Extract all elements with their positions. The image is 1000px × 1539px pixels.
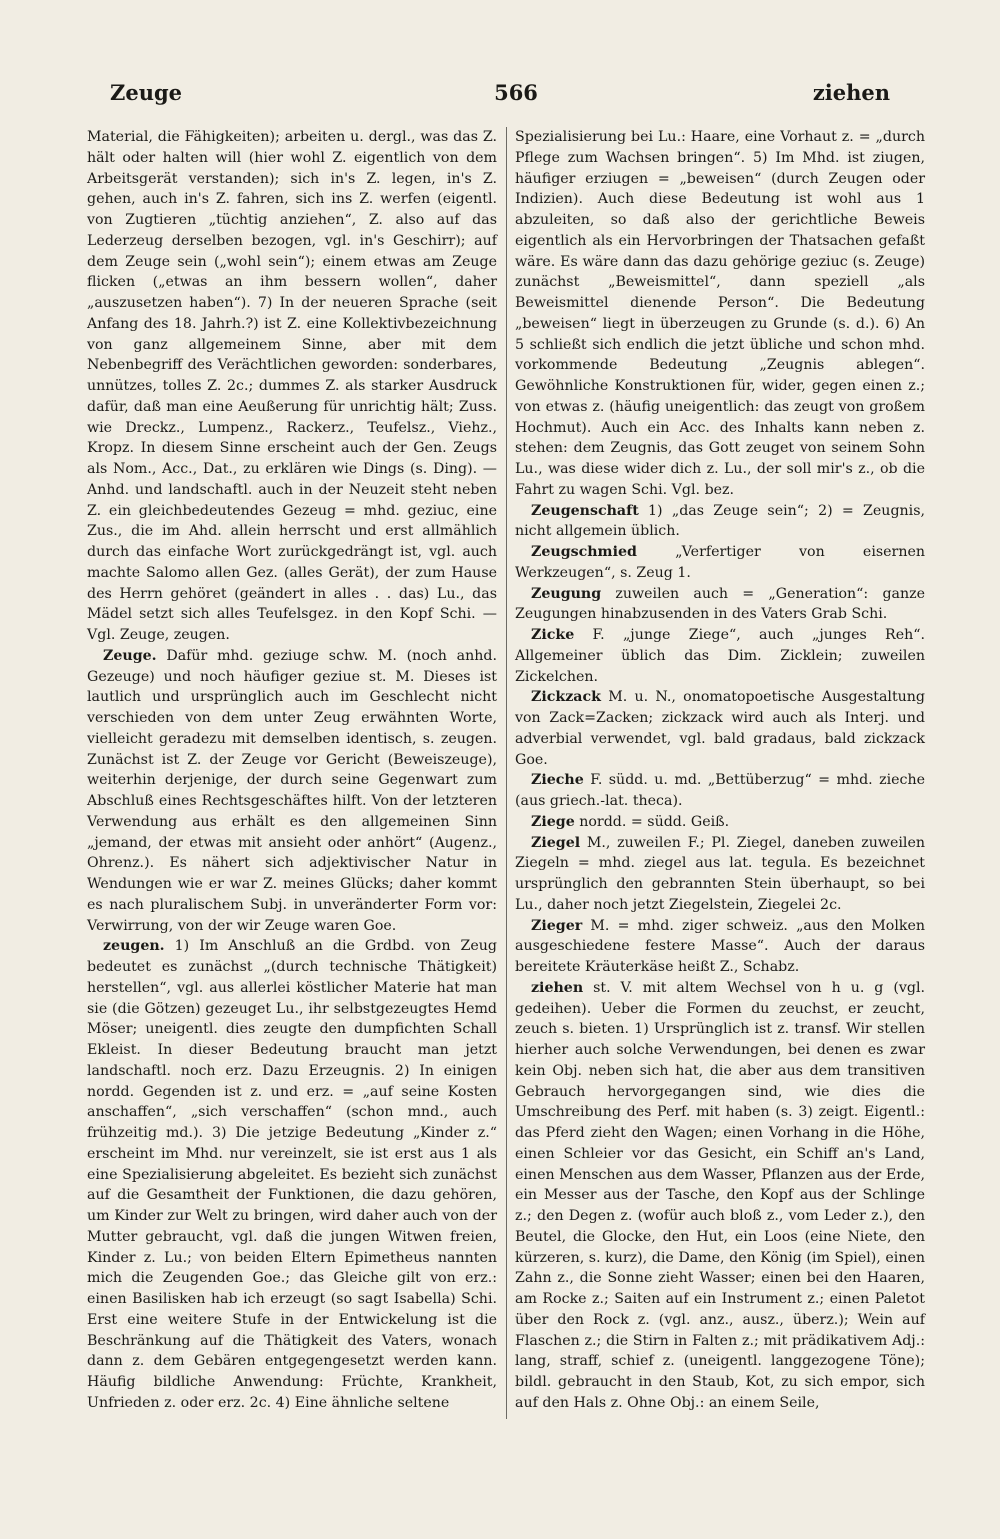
entry-headword: Zeuge.	[103, 647, 157, 664]
entry-ziehen	[515, 978, 925, 1414]
entry-headword: Zeugenschaft	[531, 502, 639, 519]
entry-text: nordd. = südd. Geiß.	[579, 813, 730, 830]
entry-headword: Ziege	[531, 813, 575, 830]
header-right-catchword: ziehen	[812, 80, 890, 105]
entry-headword: Zicke	[531, 627, 575, 643]
entry-zeugen	[87, 936, 497, 1413]
entry-zicke	[515, 625, 925, 687]
column-divider	[506, 127, 507, 1419]
entry-text: Dafür mhd. geziuge schw. M. (noch anhd. Gezeuge) und noch häufiger geziue st. M. Dieses ist lautlich und ursprünglich auch im Geschlecht nicht verschieden von dem unter Zeug erwähnten Worte, vielleicht geradezu mit demselben identisch, s. zeugen. Zunächst ist Z. der Zeuge vor Gericht (Beweiszeuge), weiterhin derjenige, der durch seine Gegenwart zum Abschluß eines Rechtsgeschäftes hilft. Von der letzteren Verwendung aus erhält es den allgemeinen Sinn „jemand, der etwas mit ansieht oder anhört“ (Augenz., Ohrenz.). Es nähert sich adjektivischer Natur in Wendungen wie er war Z. meines Glücks; daher kommt es nach pluralischem Subj. in unveränderter Form vor: Verwirrung, von der wir Zeuge waren Goe.	[87, 647, 497, 934]
entry-text: Spezialisierung bei Lu.: Haare, eine Vorhaut z. = „durch Pflege zum Wachsen bringen“. 5) Im Mhd. ist ziugen, häufiger erziugen = „beweisen“ (durch Zeugen oder Indizien). Auch diese Bedeutung ist wohl aus 1 abzuleiten, so daß also der gerichtliche Beweis eigentlich als ein Hervorbringen der Thatsachen gefaßt wäre. Es wäre dann das dazu gehörige geziuc (s. Zeuge) zunächst „Beweismittel“, dann speziell „als Beweismittel dienende Person“. Die Bedeutung „beweisen“ liegt in überzeugen zu Grunde (s. d.). 6) An 5 schließt sich endlich die jetzt übliche und schon mhd. vorkommende Bedeutung „Zeugnis ablegen“. Gewöhnliche Konstruktionen für, wider, gegen einen z.; von etwas z. (häufig uneigentlich: das zeugt von großem Hochmut). Auch ein Acc. des Inhalts kann neben z. stehen: dem Zeugnis, das Gott zeuget von seinem Sohn Lu., was diese wider dich z. Lu., der soll mir's z., ob die Fahrt zu wagen Schi. Vgl. bez.	[515, 129, 925, 498]
entry-zeuge	[87, 646, 497, 937]
entry-text: zuweilen auch = „Generation“: ganze Zeugungen hinabzusenden in des Vaters Grab Schi.	[515, 585, 925, 623]
entry-headword: Zeugung	[531, 585, 602, 602]
entry-text: Material, die Fähigkeiten); arbeiten u. dergl., was das Z. hält oder halten will (hier wohl Z. eigentlich von dem Arbeitsgerät verstanden); sich in's Z. legen, in's Z. gehen, auch in's Z. fahren, sich ins Z. werfen (eigentl. von Zugtieren „tüchtig anziehen“, Z. also auf das Lederzeug derselben bezogen, vgl. in's Geschirr); auf dem Zeuge sein („wohl sein“); einem etwas am Zeuge flicken („etwas an ihm bessern wollen“, daher „auszusetzen haben“). 7) In der neueren Sprache (seit Anfang des 18. Jahrh.?) ist Z. eine Kollektivbezeichnung von ganz allgemeinem Sinne, aber mit dem Nebenbegriff des Verächtlichen geworden: sonderbares, unnützes, tolles Z. 2c.; dummes Z. als starker Ausdruck dafür, daß man eine Aeußerung für unrichtig hält; Zuss. wie Dreckz., Lumpenz., Rackerz., Teufelsz., Viehz., Kropz. In diesem Sinne erscheint auch der Gen. Zeugs als Nom., Acc., Dat., zu erklären wie Dings (s. Ding). — Anhd. und landschaftl. auch in der Neuzeit steht neben Z. ein gleichbedeutendes Gezeug = mhd. geziuc, eine Zus., die im Ahd. allein herrscht und erst allmählich durch das einfache Wort zurückgedrängt ist, vgl. auch machte Salomo allen Gez. (alles Gerät), der zum Hause des Herrn gehöret (geändert in alles . . das) Lu., das Mädel setzt sich alles Teufelsgez. in den Kopf Schi. — Vgl. Zeuge, zeugen.	[87, 129, 497, 643]
entry-ziegel	[515, 833, 925, 916]
header-left-catchword: Zeuge	[110, 80, 183, 105]
entry-headword: ziehen	[531, 979, 584, 996]
entry-zeugung	[515, 584, 925, 626]
entry-text: M. = mhd. ziger schweiz. „aus den Molken ausgeschiedene festere Masse“. Auch der daraus bereitete Kräuterkäse heißt Z., Schabz.	[515, 917, 926, 975]
entry-text: M. u. N., onomatopoetische Ausgestaltung von Zack=Zacken; zickzack wird auch als Interj. und adverbial verwendet, vgl. bald gradaus, bald zickzack Goe.	[515, 689, 925, 768]
entry-text: „Verfertiger von eisernen Werkzeugen“, s. Zeug 1.	[515, 544, 925, 581]
entry-headword: Zeugschmied	[531, 544, 637, 560]
entry-zieger	[515, 916, 925, 978]
entry-text: 1) Im Anschluß an die Grdbd. von Zeug bedeutet es zunächst „(durch technische Thätigkeit) herstellen“, vgl. aus allerlei köstlicher Materie hat man sie (die Götzen) gezeuget Lu., ihr selbstgezeugtes Hemd Möser; uneigentl. dies zeugte den dumpfichten Schall Ekleist. In dieser Bedeutung braucht man jetzt landschaftl. noch erz. Dazu Erzeugnis. 2) In einigen nordd. Gegenden ist z. und erz. = „auf seine Kosten anschaffen“, „sich verschaffen“ (schon mnd., auch frühzeitig md.). 3) Die jetzige Bedeutung „Kinder z.“ erscheint im Mhd. nur vereinzelt, sie ist erst aus 1 als eine Spezialisierung abgeleitet. Es bezieht sich zunächst auf die Gesamtheit der Funktionen, die dazu gehören, um Kinder zur Welt zu bringen, wird daher auch von der Mutter gebraucht, vgl. daß die jungen Witwen freien, Kinder z. Lu.; von beiden Eltern Epimetheus nannten mich die Zeugenden Goe.; das Gleiche gilt von erz.: einen Basilisken hab ich erzeugt (so sagt Isabella) Schi. Erst eine weitere Stufe in der Entwickelung ist die Beschränkung auf die Thätigkeit des Vaters, wonach dann z. dem Gebären entgegengesetzt werden kann. Häufig bildliche Anwendung: Früchte, Krankheit, Unfrieden z. oder erz. 2c. 4) Eine ähnliche seltene	[87, 938, 497, 1411]
entry-headword: Zickzack	[531, 689, 601, 706]
entry-text: F. südd. u. md. „Bettüberzug“ = mhd. zieche (aus griech.-lat. theca).	[515, 772, 926, 809]
entry-text: F. „junge Ziege“, auch „junges Reh“. Allgemeiner üblich das Dim. Zicklein; zuweilen Zickelchen.	[515, 627, 925, 685]
right-column	[515, 127, 925, 1414]
entry-continuation	[87, 127, 497, 646]
running-header	[92, 80, 940, 120]
left-column	[87, 127, 497, 1414]
entry-text: M., zuweilen F.; Pl. Ziegel, daneben zuweilen Ziegeln = mhd. ziegel aus lat. tegula. Es bezeichnet ursprünglich den gebrannten Stein überhaupt, so bei Lu., daher noch jetzt Ziegelstein, Ziegelei 2c.	[515, 834, 925, 913]
entry-zickzack	[515, 687, 925, 770]
entry-headword: Ziegel	[531, 834, 581, 851]
entry-ziege	[515, 812, 925, 833]
entry-zeugschmied	[515, 542, 925, 584]
entry-zeugenschaft	[515, 501, 925, 543]
entry-text: 1) „das Zeuge sein“; 2) = Zeugnis, nicht allgemein üblich.	[515, 502, 925, 540]
entry-headword: Zieche	[531, 772, 584, 789]
entry-zieche	[515, 770, 925, 812]
entry-text: st. V. mit altem Wechsel von h u. g (vgl. gedeihen). Ueber die Formen du zeuchst, er zeucht, zeuch s. bieten. 1) Ursprünglich ist z. transf. Wir stellen hierher auch solche Verwendungen, bei denen es zwar kein Obj. neben sich hat, die aber aus dem transitiven Gebrauch hervorgegangen sind, wie dies die Umschreibung des Perf. mit haben (s. 3) zeigt. Eigentl.: das Pferd zieht den Wagen; einen Vorhang in die Höhe, einen Schleier vor das Gesicht, ein Schiff an's Land, einen Menschen aus dem Wasser, Pflanzen aus der Erde, ein Messer aus der Tasche, den Kopf aus der Schlinge z.; den Degen z. (wofür auch bloß z., vom Leder z.), den Beutel, die Glocke, den Hut, ein Loos (eine Niete, den kürzeren, s. kurz), die Dame, den König (im Spiel), einen Zahn z., die Sonne zieht Wasser; einen bei den Haaren, am Rocke z.; Saiten auf ein Instrument z.; einen Paletot über den Rock z. (vgl. anz., ausz., überz.); Wein auf Flaschen z.; die Stirn in Falten z.; mit prädikativem Adj.: lang, straff, schief z. (uneigentl. langgezogene Töne); bildl. gebraucht in den Staub, Kot, zu sich empor, sich auf den Hals z. Ohne Obj.: an einem Seile,	[515, 979, 925, 1411]
entry-headword: zeugen.	[103, 938, 165, 955]
entry-headword: Zieger	[531, 917, 583, 934]
page-number: 566	[494, 80, 538, 105]
entry-continuation	[515, 127, 925, 501]
